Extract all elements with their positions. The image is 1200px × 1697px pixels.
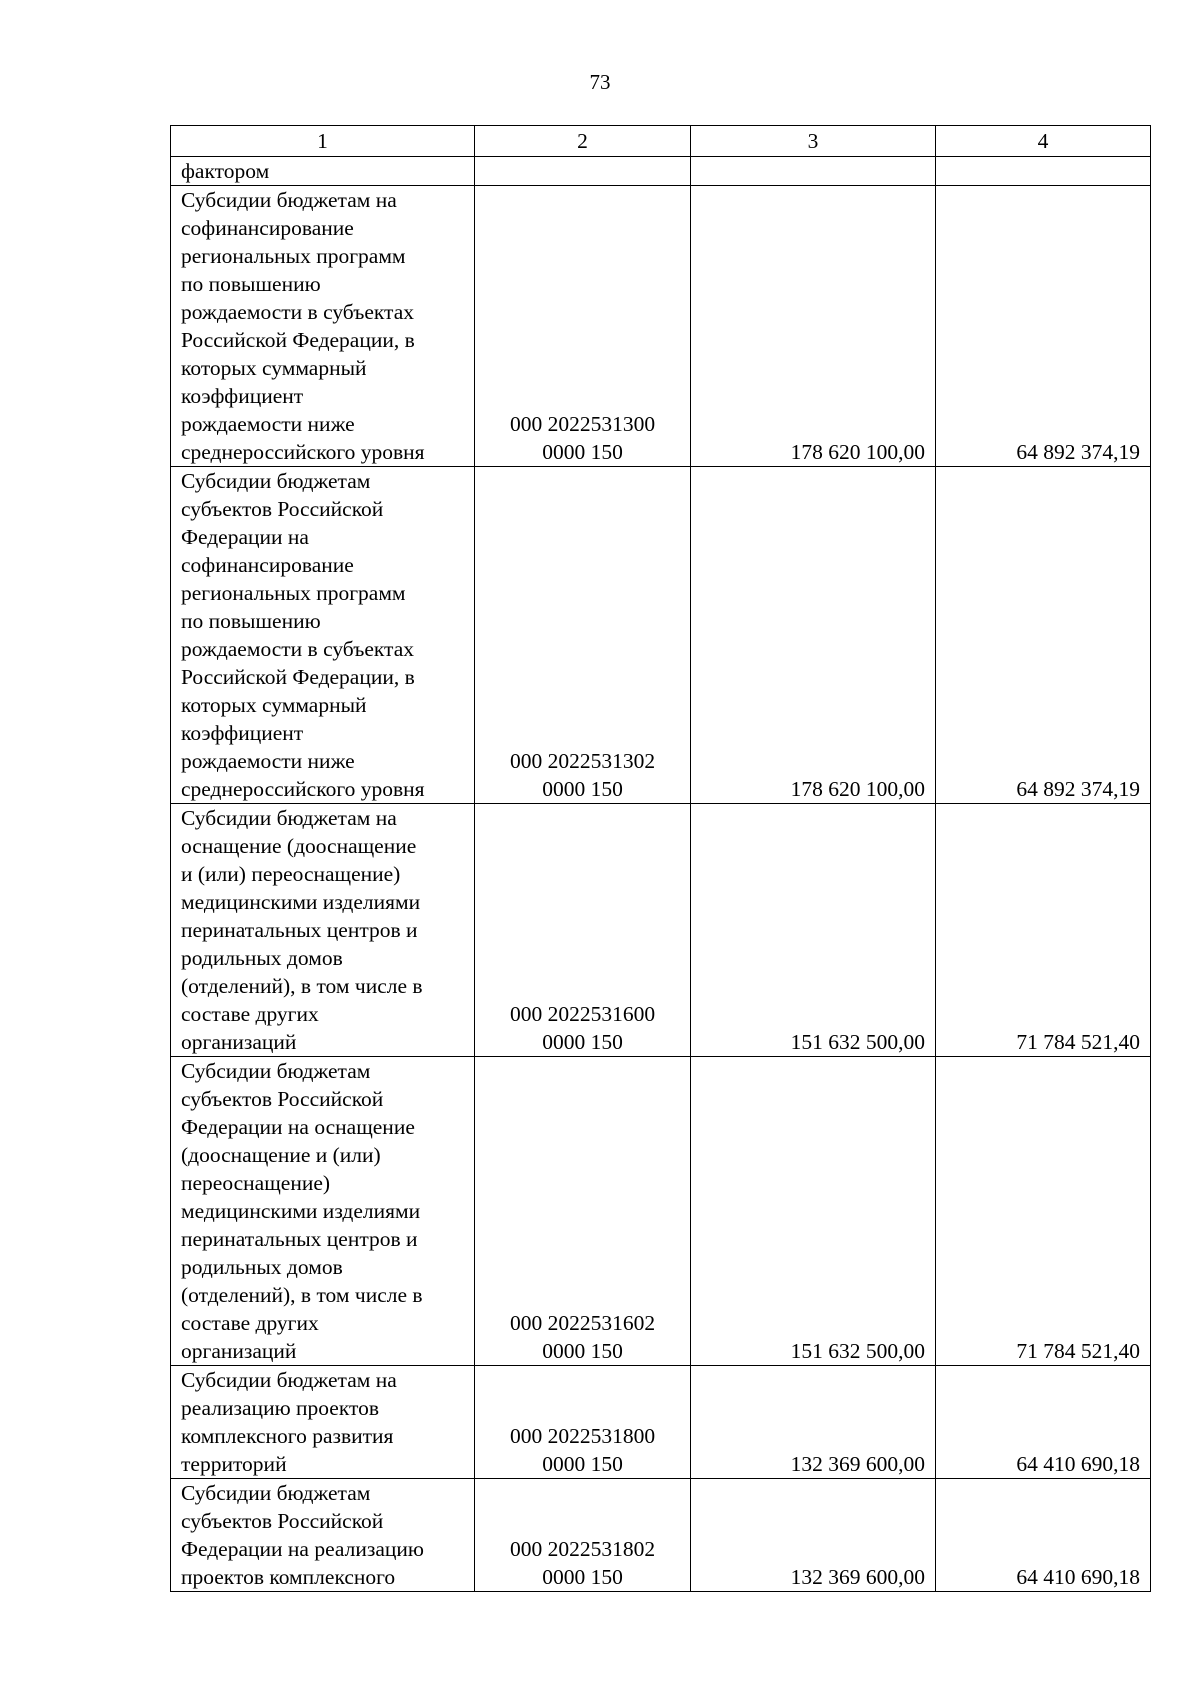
row-name-cell: Субсидии бюджетам субъектов Российской Федерации на софинансирование региональных программ по повышению рождаемости в субъектах Российской Федерации, в которых суммарный коэффициент рождаемости ниже среднероссийского уровня [171,467,475,804]
row-name-cell: Субсидии бюджетам субъектов Российской Федерации на оснащение (дооснащение и (или) переоснащение) медицинскими изделиями перинатальных центров и родильных домов (отделений), в том числе в составе других организаций [171,1057,475,1366]
row-code-cell [475,157,691,186]
table-row [171,1057,1151,1366]
column-header: 2 [475,126,691,157]
row-plan-cell: 132 369 600,00 [691,1366,936,1479]
row-code-cell: 000 2022531600 0000 150 [475,804,691,1057]
table-row [171,157,1151,186]
column-header: 3 [691,126,936,157]
row-name-cell: фактором [171,157,475,186]
row-plan-cell: 151 632 500,00 [691,804,936,1057]
row-plan-cell: 132 369 600,00 [691,1479,936,1592]
row-executed-cell: 64 892 374,19 [936,186,1151,467]
column-header: 4 [936,126,1151,157]
table-row [171,1479,1151,1592]
page-number: 73 [589,70,611,94]
row-plan-cell: 178 620 100,00 [691,467,936,804]
row-code-cell: 000 2022531300 0000 150 [475,186,691,467]
row-code-cell: 000 2022531800 0000 150 [475,1366,691,1479]
row-code-cell: 000 2022531302 0000 150 [475,467,691,804]
row-name-cell: Субсидии бюджетам на реализацию проектов комплексного развития территорий [171,1366,475,1479]
table-row [171,467,1151,804]
row-name-cell: Субсидии бюджетам на софинансирование региональных программ по повышению рождаемости в субъектах Российской Федерации, в которых суммарный коэффициент рождаемости ниже среднероссийского уровня [171,186,475,467]
row-executed-cell: 64 410 690,18 [936,1366,1151,1479]
row-plan-cell [691,157,936,186]
table-row [171,1366,1151,1479]
row-executed-cell: 71 784 521,40 [936,804,1151,1057]
table-row [171,804,1151,1057]
row-executed-cell: 64 892 374,19 [936,467,1151,804]
table-header-row [171,126,1151,157]
budget-table [170,125,1151,1592]
row-code-cell: 000 2022531602 0000 150 [475,1057,691,1366]
row-name-cell: Субсидии бюджетам на оснащение (дооснащение и (или) переоснащение) медицинскими изделиями перинатальных центров и родильных домов (отделений), в том числе в составе других организаций [171,804,475,1057]
row-code-cell: 000 2022531802 0000 150 [475,1479,691,1592]
row-executed-cell: 71 784 521,40 [936,1057,1151,1366]
column-header: 1 [171,126,475,157]
row-name-cell: Субсидии бюджетам субъектов Российской Федерации на реализацию проектов комплексного [171,1479,475,1592]
row-plan-cell: 151 632 500,00 [691,1057,936,1366]
row-plan-cell: 178 620 100,00 [691,186,936,467]
table-row [171,186,1151,467]
row-executed-cell [936,157,1151,186]
row-executed-cell: 64 410 690,18 [936,1479,1151,1592]
